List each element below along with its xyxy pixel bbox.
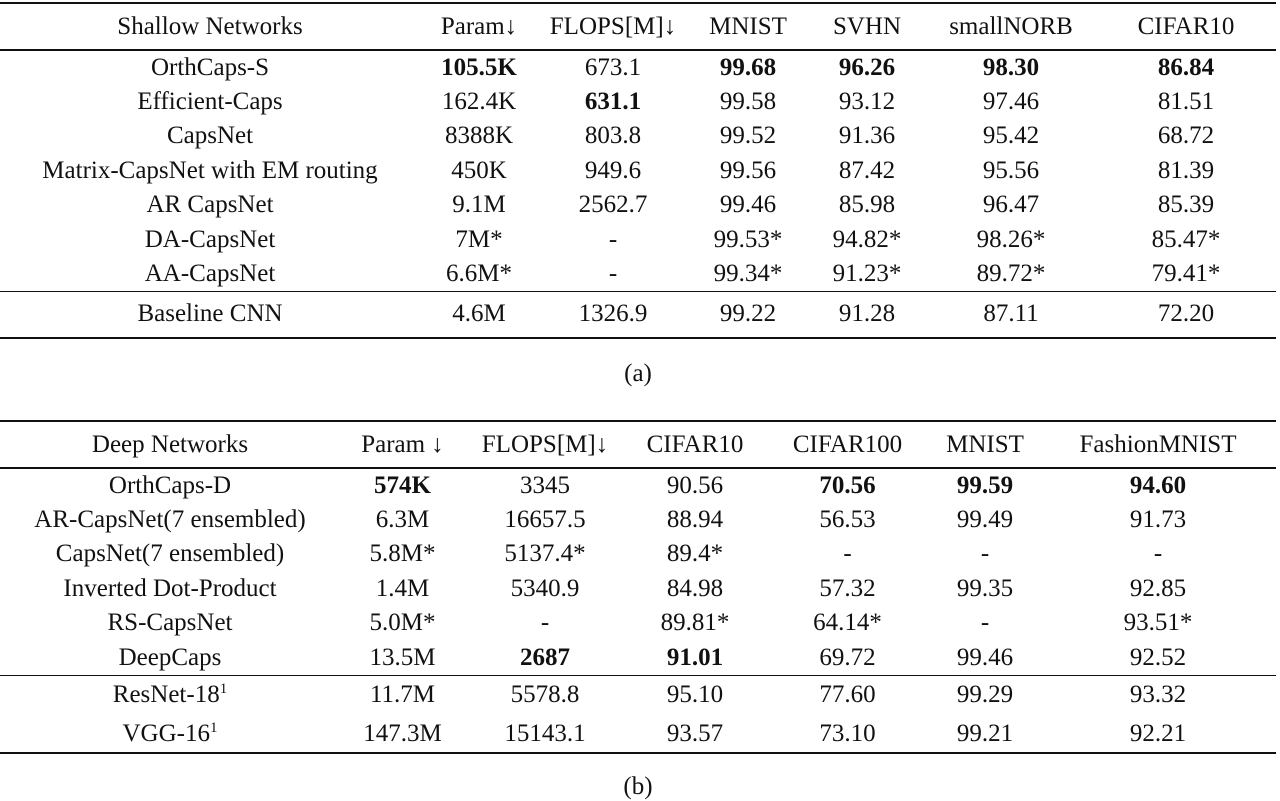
svhn-cell: 94.82* — [832, 225, 902, 253]
header-cell: FLOPS[M]↓ — [465, 421, 625, 468]
baseline-row — [0, 675, 1276, 715]
param-cell: 5.8M* — [369, 540, 436, 568]
smallnorb-cell: 97.46 — [982, 87, 1040, 115]
footnote-marker: 1 — [219, 681, 228, 698]
flops-cell: 5137.4* — [504, 540, 586, 568]
model-name: OrthCaps-D — [108, 471, 232, 499]
cifar100-cell: 64.14* — [813, 609, 882, 637]
param-cell: 6.3M — [375, 505, 430, 533]
table-a-shallow-networks — [0, 2, 1276, 339]
table-row — [0, 154, 1276, 189]
mnist-cell: 99.29 — [930, 675, 1040, 715]
header-cell: Deep Networks — [0, 421, 340, 468]
cifar10-cell: 95.10 — [625, 675, 765, 715]
mnist-cell: 99.56 — [719, 156, 777, 184]
table-a-caption: (a) — [624, 360, 652, 387]
svhn-cell: 91.23* — [832, 260, 902, 287]
model-name: Matrix-CapsNet with EM routing — [42, 156, 378, 184]
fashionmnist-cell: 91.73 — [1129, 505, 1187, 533]
table-row — [0, 50, 1276, 85]
cifar10-cell: 85.39 — [1157, 191, 1215, 219]
model-name: OrthCaps-S — [150, 53, 270, 81]
model-name: RS-CapsNet — [107, 609, 233, 637]
svhn-cell: 91.36 — [838, 122, 896, 150]
fashionmnist-cell: 94.60 — [1129, 471, 1187, 499]
cifar10-cell: 84.98 — [666, 574, 724, 602]
flops-cell: 949.6 — [584, 156, 642, 184]
header-cell: FashionMNIST — [1040, 421, 1276, 468]
flops-cell: 673.1 — [584, 53, 642, 81]
cifar10-cell: 91.01 — [666, 643, 724, 671]
flops-cell: 16657.5 — [504, 505, 586, 533]
model-name: AA-CapsNet — [144, 260, 276, 287]
mnist-cell: - — [980, 540, 990, 568]
cifar10-cell: 79.41* — [1151, 260, 1221, 287]
cifar10-cell: 89.4* — [666, 540, 724, 568]
svhn-cell: 91.28 — [808, 292, 926, 338]
model-name: Baseline CNN — [0, 292, 420, 338]
mnist-cell: 99.53* — [713, 225, 783, 253]
flops-cell: 2562.7 — [578, 191, 648, 219]
cifar100-cell: 70.56 — [819, 471, 876, 499]
smallnorb-cell: 98.30 — [982, 53, 1040, 81]
cifar100-cell: - — [843, 540, 852, 568]
table-row — [0, 257, 1276, 292]
header-cell: CIFAR100 — [765, 421, 930, 468]
flops-cell: - — [540, 609, 550, 637]
cifar100-cell: 77.60 — [765, 675, 930, 715]
cifar10-cell: 81.39 — [1157, 156, 1215, 184]
table-row — [0, 641, 1276, 676]
table-row — [0, 503, 1276, 538]
cifar10-cell: 88.94 — [666, 505, 724, 533]
mnist-cell: 99.22 — [688, 292, 808, 338]
table-b-caption: (b) — [623, 773, 653, 800]
header-cell: MNIST — [930, 421, 1040, 468]
mnist-cell: 99.46 — [719, 191, 777, 219]
model-name: Inverted Dot-Product — [63, 574, 277, 602]
param-cell: 7M* — [455, 225, 503, 253]
smallnorb-cell: 95.56 — [982, 156, 1040, 184]
param-cell: 4.6M — [420, 292, 538, 338]
table-row — [0, 606, 1276, 641]
cifar10-cell: 93.57 — [625, 715, 765, 753]
svhn-cell: 85.98 — [838, 191, 896, 219]
cifar100-cell: 56.53 — [819, 505, 876, 533]
smallnorb-cell: 87.11 — [926, 292, 1096, 338]
model-name: DA-CapsNet — [144, 225, 276, 253]
mnist-cell: 99.49 — [956, 505, 1014, 533]
header-cell: SVHN — [808, 3, 926, 50]
svhn-cell: 96.26 — [838, 53, 896, 81]
model-name: ResNet-$18^1$ — [0, 675, 340, 715]
cifar10-cell: 85.47* — [1151, 225, 1221, 253]
smallnorb-cell: 95.42 — [982, 122, 1040, 150]
svhn-cell: 87.42 — [838, 156, 896, 184]
smallnorb-cell: 96.47 — [982, 191, 1040, 219]
param-cell: 11.7M — [340, 675, 465, 715]
smallnorb-cell: 89.72* — [976, 260, 1046, 287]
cifar100-cell: 69.72 — [819, 643, 876, 671]
table-row — [0, 572, 1276, 607]
cifar10-cell: 81.51 — [1157, 87, 1215, 115]
header-cell: Param ↓ — [340, 421, 465, 468]
flops-cell: 1326.9 — [538, 292, 688, 338]
table-a-header-row — [0, 3, 1276, 50]
header-cell: Param↓ — [420, 3, 538, 50]
param-cell: 13.5M — [369, 643, 436, 671]
mnist-cell: 99.52 — [719, 122, 777, 150]
flops-cell: 15143.1 — [465, 715, 625, 753]
mnist-cell: 99.34* — [713, 260, 783, 287]
param-cell: 450K — [451, 156, 507, 184]
table-b-deep-networks — [0, 420, 1276, 754]
baseline-row — [0, 715, 1276, 753]
fashionmnist-cell: - — [1153, 540, 1163, 568]
flops-cell: 5578.8 — [465, 675, 625, 715]
smallnorb-cell: 98.26* — [976, 225, 1046, 253]
flops-cell: - — [608, 225, 618, 253]
cifar10-cell: 86.84 — [1157, 53, 1215, 81]
mnist-cell: 99.35 — [956, 574, 1014, 602]
param-cell: 1.4M — [375, 574, 430, 602]
param-cell: 162.4K — [441, 87, 517, 115]
table-row — [0, 223, 1276, 258]
cifar10-cell: 89.81* — [660, 609, 730, 637]
flops-cell: 5340.9 — [510, 574, 580, 602]
header-cell: smallNORB — [926, 3, 1096, 50]
model-name: DeepCaps — [118, 643, 222, 671]
param-cell: 8388K — [444, 122, 514, 150]
header-cell: MNIST — [688, 3, 808, 50]
table-row — [0, 119, 1276, 154]
cifar100-cell: 57.32 — [819, 574, 876, 602]
param-cell: 9.1M — [452, 191, 506, 219]
flops-cell: 803.8 — [584, 122, 642, 150]
param-cell: 105.5K — [441, 53, 517, 81]
header-cell: FLOPS[M]↓ — [538, 3, 688, 50]
cifar10-cell: 90.56 — [666, 471, 724, 499]
mnist-cell: 99.46 — [956, 643, 1014, 671]
model-name: CapsNet(7 ensembled) — [55, 540, 285, 568]
table-b-header-row — [0, 421, 1276, 468]
param-cell: 5.0M* — [369, 609, 436, 637]
table-row — [0, 188, 1276, 223]
flops-cell: - — [608, 260, 618, 287]
flops-cell: 3345 — [520, 471, 570, 499]
fashionmnist-cell: 92.21 — [1040, 715, 1276, 753]
mnist-cell: 99.59 — [956, 471, 1014, 499]
fashionmnist-cell: 92.52 — [1129, 643, 1187, 671]
cifar10-cell: 72.20 — [1096, 292, 1276, 338]
table-row — [0, 85, 1276, 120]
model-name: AR-CapsNet(7 ensembled) — [34, 505, 306, 533]
mnist-cell: 99.58 — [719, 87, 777, 115]
fashionmnist-cell: 93.32 — [1040, 675, 1276, 715]
param-cell: 147.3M — [340, 715, 465, 753]
header-cell: Shallow Networks — [0, 3, 420, 50]
footnote-marker: 1 — [210, 719, 218, 736]
cifar10-cell: 68.72 — [1157, 122, 1215, 150]
header-cell: CIFAR10 — [625, 421, 765, 468]
baseline-row — [0, 292, 1276, 338]
mnist-cell: - — [980, 609, 990, 637]
svhn-cell: 93.12 — [838, 87, 896, 115]
param-cell: 574K — [374, 471, 431, 499]
flops-cell: 2687 — [520, 643, 570, 671]
mnist-cell: 99.68 — [719, 53, 777, 81]
table-row — [0, 468, 1276, 503]
model-name: Efficient-Caps — [137, 87, 283, 115]
cifar100-cell: 73.10 — [765, 715, 930, 753]
fashionmnist-cell: 92.85 — [1129, 574, 1187, 602]
param-cell: 6.6M* — [446, 260, 512, 287]
model-name: AR CapsNet — [146, 191, 274, 219]
mnist-cell: 99.21 — [930, 715, 1040, 753]
header-cell: CIFAR10 — [1096, 3, 1276, 50]
flops-cell: 631.1 — [584, 87, 642, 115]
fashionmnist-cell: 93.51* — [1123, 609, 1193, 637]
model-name: CapsNet — [166, 122, 254, 150]
table-row — [0, 537, 1276, 572]
model-name: VGG-$16^1$ — [0, 715, 340, 753]
